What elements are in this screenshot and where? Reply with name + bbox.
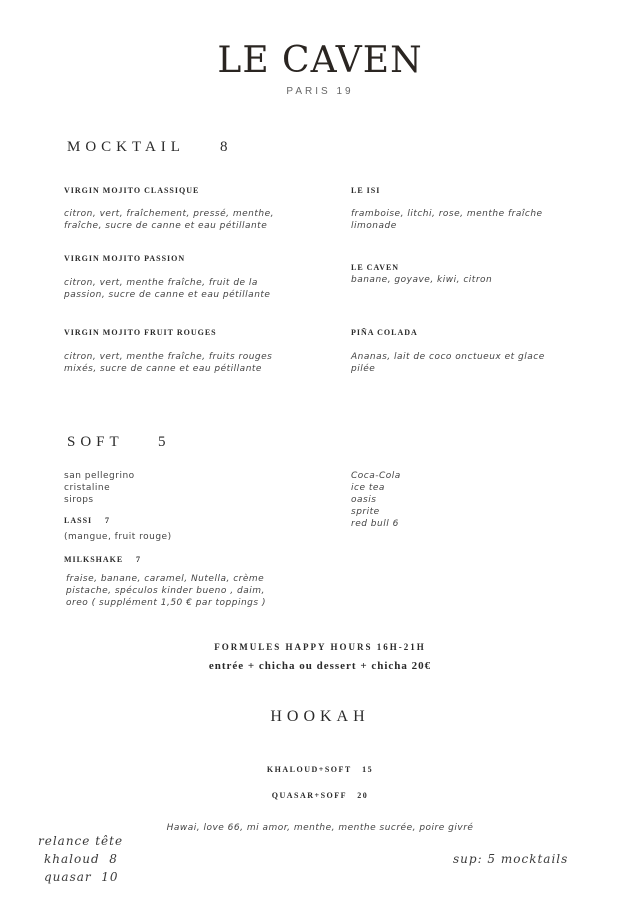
soft-item: sprite: [351, 507, 380, 517]
hookah-heading: HOOKAH: [270, 708, 370, 725]
handwritten-note: relance tête: [38, 834, 124, 848]
location-subtitle: PARIS 19: [286, 86, 354, 97]
menu-item-desc: citron, vert, menthe fraîche, fruit de la: [64, 278, 258, 288]
menu-item-desc: banane, goyave, kiwi, citron: [351, 275, 493, 285]
brand-logo: LE CAVEN: [217, 40, 423, 81]
soft-item: Coca-Cola: [351, 471, 401, 481]
soft-item: cristaline: [64, 483, 111, 493]
menu-item-name: LE CAVEN: [351, 263, 400, 272]
menu-item-name: VIRGIN MOJITO FRUIT ROUGES: [64, 328, 217, 337]
menu-item-desc: mixés, sucre de canne et eau pétillante: [64, 364, 262, 374]
milkshake-price: 7: [136, 555, 141, 564]
soft-item: sirops: [64, 495, 94, 505]
hookah-flavours: Hawai, love 66, mi amor, menthe, menthe sucrée, poire givré: [166, 823, 474, 833]
handwritten-note: khaloud 8: [44, 852, 118, 866]
mocktail-heading: MOCKTAIL: [67, 139, 185, 155]
handwritten-note: sup: 5 mocktails: [453, 852, 569, 866]
menu-item-desc: Ananas, lait de coco onctueux et glace: [351, 352, 545, 362]
milkshake-desc: pistache, spéculos kinder bueno , daim,: [66, 586, 265, 596]
menu-item-name: VIRGIN MOJITO PASSION: [64, 254, 186, 263]
soft-price: 5: [158, 434, 166, 450]
menu-item-desc: citron, vert, fraîchement, pressé, menthe,: [64, 209, 274, 219]
menu-item-desc: passion, sucre de canne et eau pétillante: [64, 290, 271, 300]
hookah-offer: KHALOUD+SOFT 15: [266, 765, 374, 774]
menu-item-name: PIÑA COLADA: [351, 328, 418, 337]
lassi-name: LASSI: [64, 516, 93, 525]
soft-item: ice tea: [351, 483, 385, 493]
menu-item-name: LE ISI: [351, 186, 381, 195]
hookah-offer: QUASAR+SOFF 20: [271, 791, 369, 800]
lassi-price: 7: [105, 516, 110, 525]
milkshake-name: MILKSHAKE: [64, 555, 124, 564]
menu-item-desc: fraîche, sucre de canne et eau pétillante: [64, 221, 268, 231]
menu-item-desc: framboise, litchi, rose, menthe fraîche: [351, 209, 543, 219]
happy-hours-title: FORMULES HAPPY HOURS 16H-21H: [214, 642, 426, 652]
milkshake-desc: fraise, banane, caramel, Nutella, crème: [66, 574, 265, 584]
menu-item-desc: pilée: [351, 364, 376, 374]
soft-item: red bull 6: [351, 519, 399, 529]
mocktail-price: 8: [220, 139, 228, 155]
handwritten-note: quasar 10: [44, 870, 119, 884]
soft-item: san pellegrino: [64, 471, 135, 481]
menu-item-desc: citron, vert, menthe fraîche, fruits rouges: [64, 352, 273, 362]
happy-hours-offer: entrée + chicha ou dessert + chicha 20€: [208, 660, 432, 672]
menu-item-desc: limonade: [351, 221, 397, 231]
menu-item-name: VIRGIN MOJITO CLASSIQUE: [64, 186, 200, 195]
lassi-desc: (mangue, fruit rouge): [64, 532, 172, 542]
soft-item: oasis: [351, 495, 377, 505]
soft-heading: SOFT: [67, 434, 124, 450]
milkshake-desc: oreo ( supplément 1,50 € par toppings ): [66, 598, 266, 608]
